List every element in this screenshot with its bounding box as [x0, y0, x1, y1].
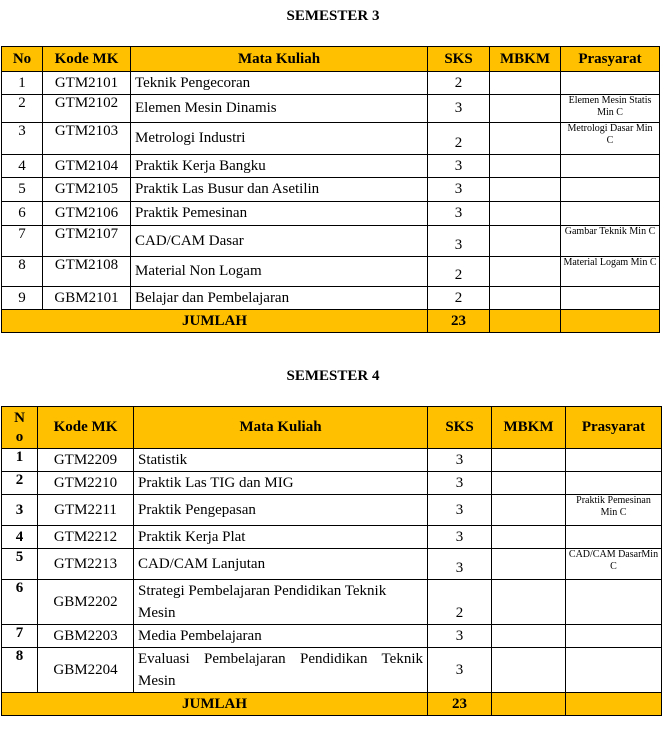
row-kode: GTM2108	[43, 257, 131, 287]
row-mata-kuliah: Teknik Pengecoran	[131, 72, 428, 95]
row-mbkm	[492, 526, 566, 549]
row-prasyarat	[566, 526, 662, 549]
table-row	[2, 526, 662, 549]
row-sks: 3	[428, 178, 490, 202]
row-prasyarat: Praktik Pemesinan Min C	[566, 495, 662, 526]
row-kode: GBM2204	[38, 648, 134, 693]
row-mbkm	[492, 580, 566, 625]
row-prasyarat	[566, 580, 662, 625]
table-row	[2, 472, 662, 495]
row-mbkm	[490, 95, 561, 123]
header-kode-mk: Kode MK	[43, 47, 131, 72]
total-prasyarat	[566, 693, 662, 716]
row-prasyarat: Metrologi Dasar Min C	[561, 123, 660, 155]
row-prasyarat	[561, 178, 660, 202]
row-mbkm	[490, 72, 561, 95]
table-header-row	[2, 47, 660, 72]
row-sks: 3	[428, 226, 490, 257]
row-sks: 2	[428, 287, 490, 310]
row-mbkm	[492, 549, 566, 580]
row-no: 4	[2, 526, 38, 549]
table-header-row	[2, 407, 662, 449]
row-no: 4	[2, 155, 43, 178]
row-kode: GBM2101	[43, 287, 131, 310]
row-no: 5	[2, 178, 43, 202]
row-kode: GTM2105	[43, 178, 131, 202]
header-no	[2, 407, 38, 449]
header-mbkm: MBKM	[490, 47, 561, 72]
row-mbkm	[490, 123, 561, 155]
row-kode: GTM2102	[43, 95, 131, 123]
row-kode: GTM2210	[38, 472, 134, 495]
row-mbkm	[492, 472, 566, 495]
row-mata-kuliah: CAD/CAM Dasar	[131, 226, 428, 257]
row-mata-kuliah: Praktik Las Busur dan Asetilin	[131, 178, 428, 202]
total-mbkm	[490, 310, 561, 333]
row-sks: 3	[428, 625, 492, 648]
semester-4-table	[1, 406, 662, 716]
row-no: 7	[2, 226, 43, 257]
table-row	[2, 155, 660, 178]
row-no: 9	[2, 287, 43, 310]
row-prasyarat: Material Logam Min C	[561, 257, 660, 287]
row-mata-kuliah: Belajar dan Pembelajaran	[131, 287, 428, 310]
row-mbkm	[490, 257, 561, 287]
semester-4-title: SEMESTER 4	[286, 368, 380, 384]
total-label: JUMLAH	[2, 693, 428, 716]
row-no: 3	[2, 123, 43, 155]
row-sks: 2	[428, 123, 490, 155]
row-prasyarat	[561, 287, 660, 310]
total-mbkm	[492, 693, 566, 716]
row-mbkm	[492, 495, 566, 526]
table-row	[2, 123, 660, 155]
table-row	[2, 226, 660, 257]
row-no: 8	[2, 257, 43, 287]
total-sks: 23	[428, 693, 492, 716]
row-kode: GTM2212	[38, 526, 134, 549]
row-no: 6	[2, 202, 43, 226]
row-kode: GTM2107	[43, 226, 131, 257]
row-sks: 3	[428, 549, 492, 580]
row-sks: 3	[428, 648, 492, 693]
row-mata-kuliah: Praktik Pengepasan	[134, 495, 428, 526]
row-sks: 3	[428, 95, 490, 123]
row-kode: GTM2213	[38, 549, 134, 580]
row-kode: GTM2211	[38, 495, 134, 526]
row-kode: GTM2209	[38, 449, 134, 472]
table-row	[2, 287, 660, 310]
row-kode: GBM2202	[38, 580, 134, 625]
table-row	[2, 72, 660, 95]
row-prasyarat: CAD/CAM DasarMin C	[566, 549, 662, 580]
total-label: JUMLAH	[2, 310, 428, 333]
row-kode: GTM2103	[43, 123, 131, 155]
row-prasyarat	[566, 472, 662, 495]
row-mata-kuliah: Metrologi Industri	[131, 123, 428, 155]
row-sks: 2	[428, 257, 490, 287]
total-prasyarat	[561, 310, 660, 333]
row-sks: 3	[428, 472, 492, 495]
row-no: 6	[2, 580, 38, 625]
row-sks: 3	[428, 495, 492, 526]
row-sks: 2	[428, 72, 490, 95]
row-prasyarat	[566, 449, 662, 472]
row-no: 2	[2, 95, 43, 123]
row-kode: GTM2101	[43, 72, 131, 95]
header-kode-mk: Kode MK	[38, 407, 134, 449]
row-no: 1	[2, 72, 43, 95]
row-mata-kuliah: Evaluasi Pembelajaran Pendidikan Teknik Mesin	[134, 648, 428, 693]
header-sks: SKS	[428, 407, 492, 449]
row-prasyarat	[561, 72, 660, 95]
table-row	[2, 648, 662, 693]
row-sks: 3	[428, 449, 492, 472]
row-no: 8	[2, 648, 38, 693]
header-prasyarat: Prasyarat	[566, 407, 662, 449]
row-mbkm	[492, 625, 566, 648]
semester-3-table	[1, 46, 660, 333]
row-prasyarat	[561, 155, 660, 178]
row-no: 7	[2, 625, 38, 648]
row-mbkm	[492, 449, 566, 472]
row-prasyarat	[561, 202, 660, 226]
table-row	[2, 202, 660, 226]
header-no-line-1: N	[14, 409, 25, 426]
row-mata-kuliah: Strategi Pembelajaran Pendidikan Teknik Mesin	[134, 580, 428, 625]
row-mbkm	[490, 287, 561, 310]
row-mbkm	[492, 648, 566, 693]
table-row	[2, 625, 662, 648]
row-prasyarat	[566, 648, 662, 693]
row-mata-kuliah: Praktik Kerja Bangku	[131, 155, 428, 178]
total-sks: 23	[428, 310, 490, 333]
header-mbkm: MBKM	[492, 407, 566, 449]
header-mata-kuliah: Mata Kuliah	[134, 407, 428, 449]
row-no: 5	[2, 549, 38, 580]
row-mata-kuliah: CAD/CAM Lanjutan	[134, 549, 428, 580]
row-mata-kuliah: Elemen Mesin Dinamis	[131, 95, 428, 123]
row-no: 2	[2, 472, 38, 495]
row-kode: GTM2106	[43, 202, 131, 226]
header-mata-kuliah: Mata Kuliah	[131, 47, 428, 72]
row-sks: 2	[428, 580, 492, 625]
row-mbkm	[490, 178, 561, 202]
total-row	[2, 310, 660, 333]
total-row	[2, 693, 662, 716]
row-mbkm	[490, 226, 561, 257]
table-row	[2, 449, 662, 472]
row-no: 3	[2, 495, 38, 526]
row-mata-kuliah: Praktik Pemesinan	[131, 202, 428, 226]
row-prasyarat: Gambar Teknik Min C	[561, 226, 660, 257]
semester-3-title: SEMESTER 3	[286, 8, 380, 24]
row-mata-kuliah: Praktik Las TIG dan MIG	[134, 472, 428, 495]
row-sks: 3	[428, 202, 490, 226]
table-row	[2, 178, 660, 202]
header-prasyarat: Prasyarat	[561, 47, 660, 72]
row-no: 1	[2, 449, 38, 472]
row-mbkm	[490, 202, 561, 226]
header-no-line-2: o	[15, 428, 24, 445]
table-row	[2, 549, 662, 580]
row-prasyarat	[566, 625, 662, 648]
row-prasyarat: Elemen Mesin Statis Min C	[561, 95, 660, 123]
row-mata-kuliah: Material Non Logam	[131, 257, 428, 287]
header-sks: SKS	[428, 47, 490, 72]
row-mbkm	[490, 155, 561, 178]
table-row	[2, 95, 660, 123]
row-mata-kuliah: Statistik	[134, 449, 428, 472]
row-kode: GTM2104	[43, 155, 131, 178]
header-no: No	[2, 47, 43, 72]
table-row	[2, 580, 662, 625]
row-kode: GBM2203	[38, 625, 134, 648]
row-mata-kuliah: Praktik Kerja Plat	[134, 526, 428, 549]
table-row	[2, 495, 662, 526]
table-row	[2, 257, 660, 287]
row-sks: 3	[428, 526, 492, 549]
row-mata-kuliah: Media Pembelajaran	[134, 625, 428, 648]
row-sks: 3	[428, 155, 490, 178]
